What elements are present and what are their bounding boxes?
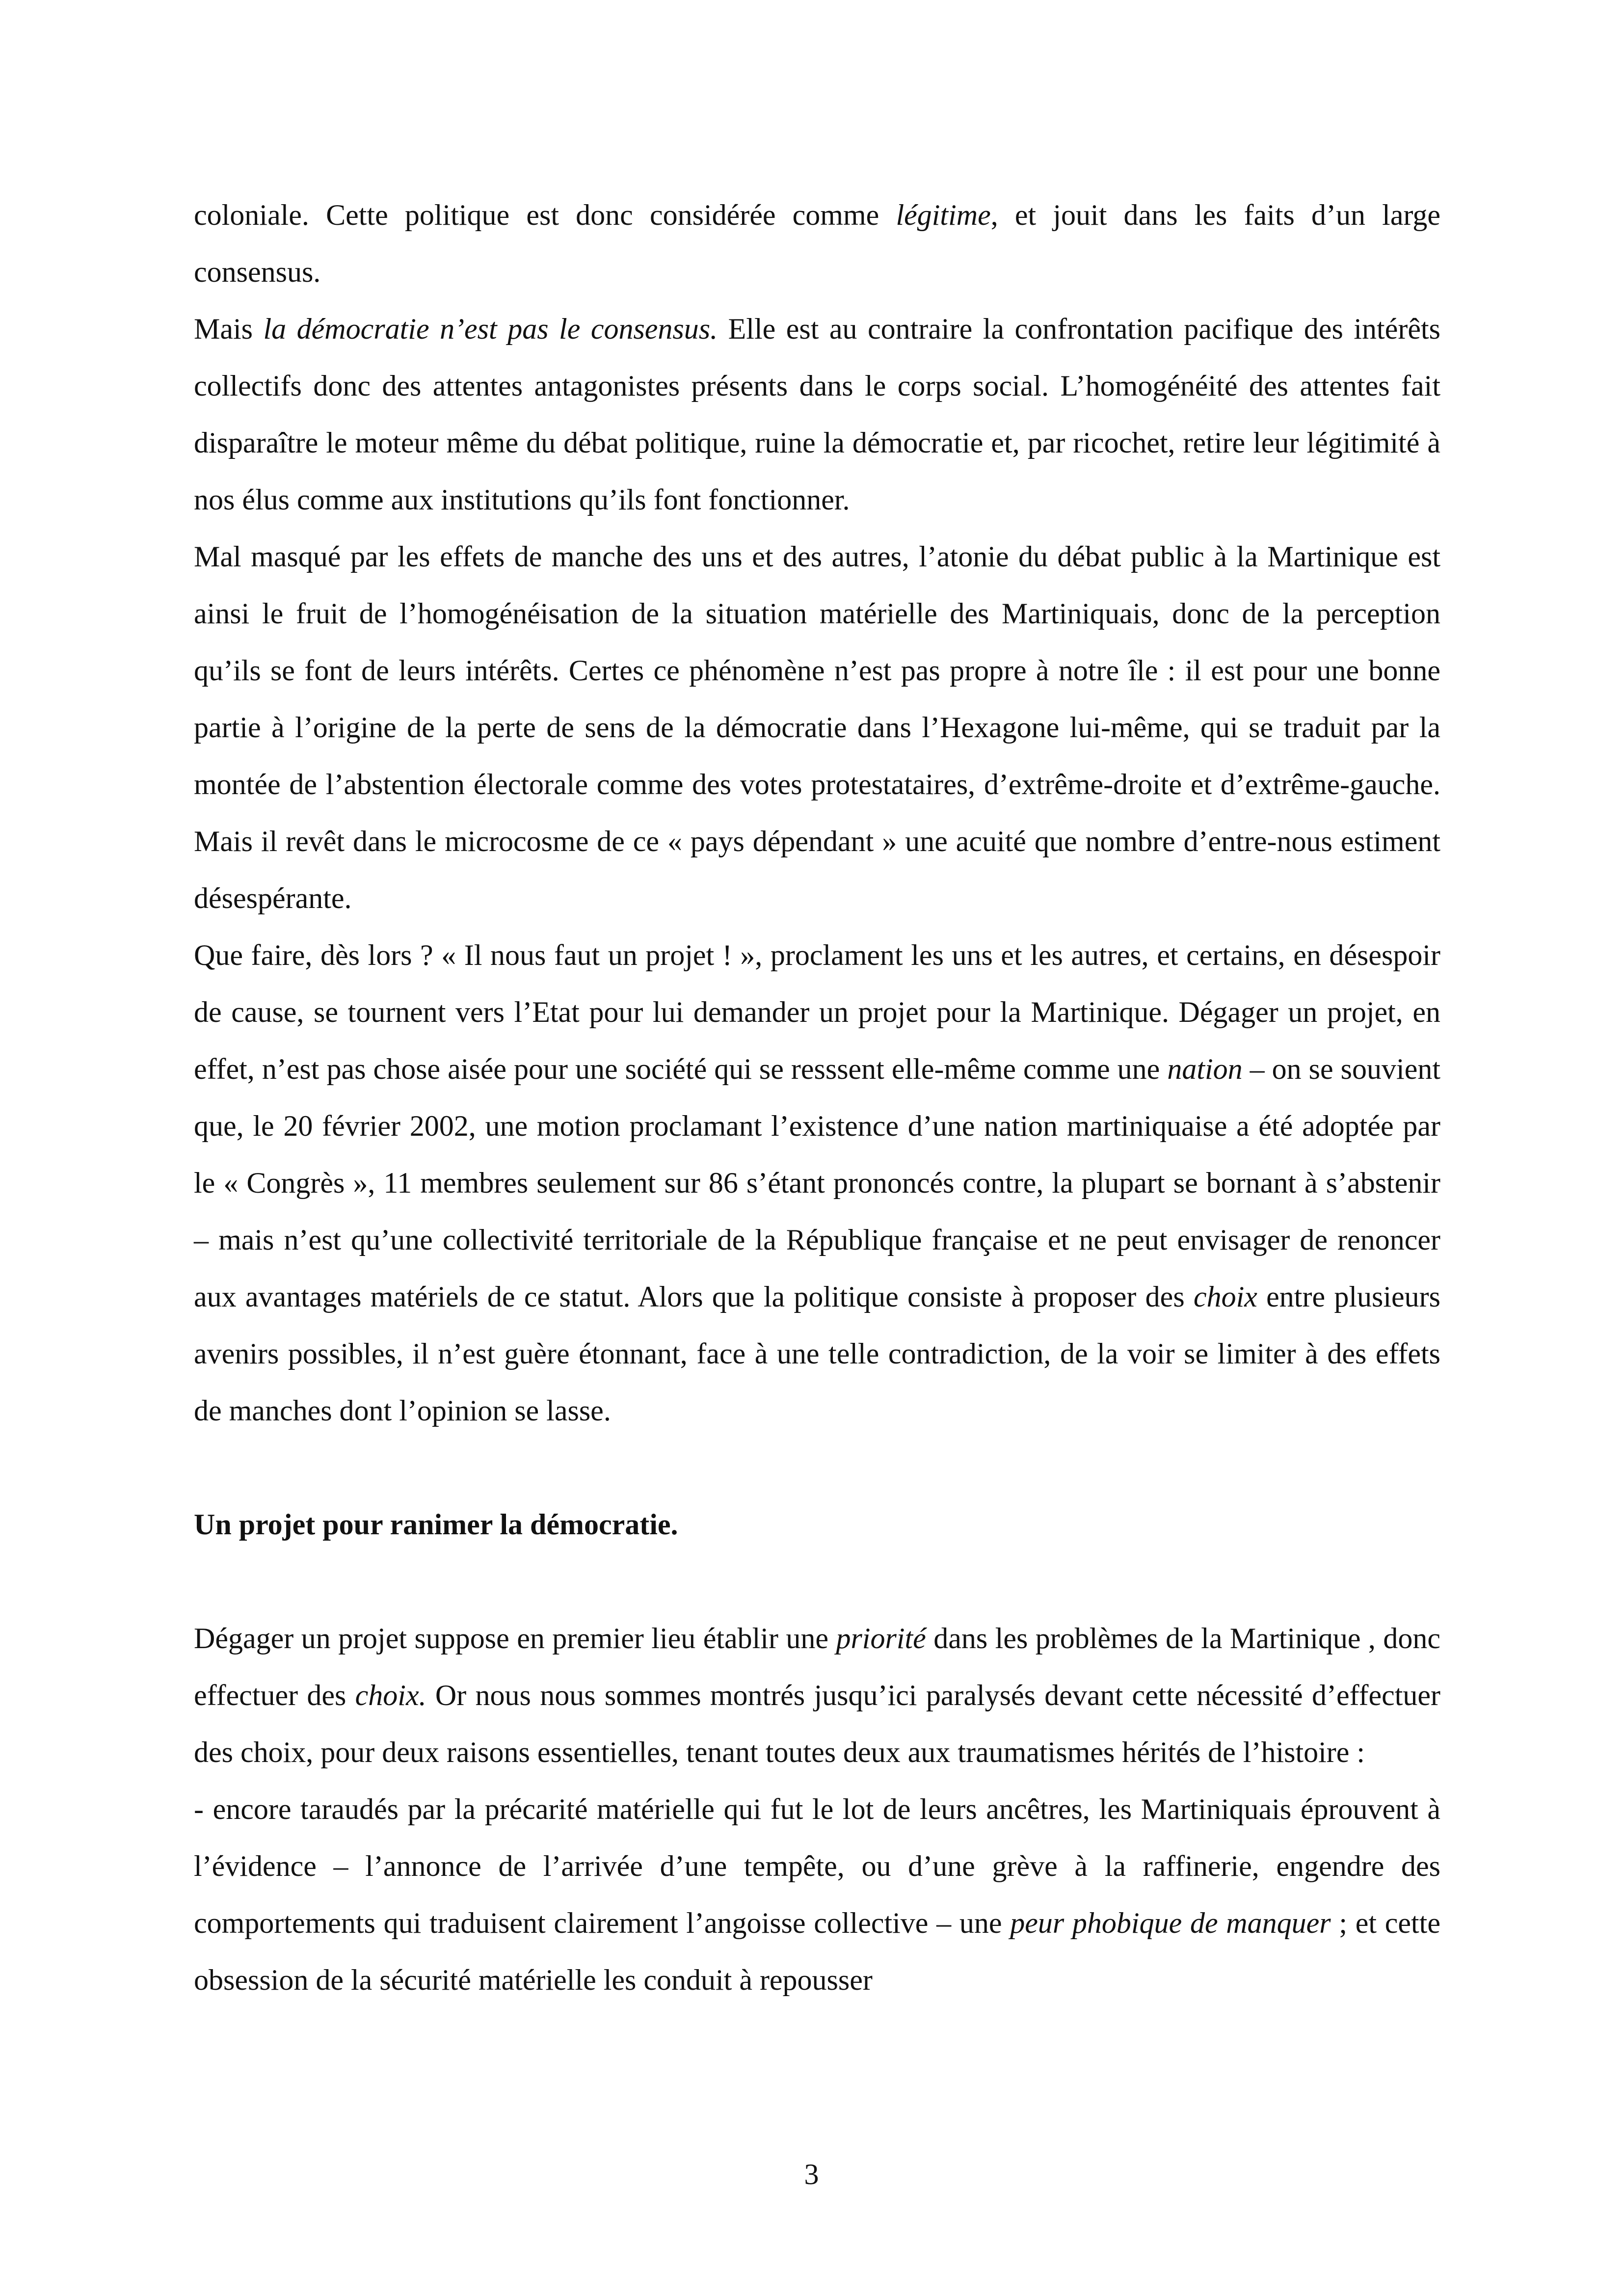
paragraph <box>194 300 1440 528</box>
spacer <box>194 1553 1440 1610</box>
text-run: Or nous nous sommes montrés jusqu’ici paralysés devant cette nécessité d’effectuer des choix, pour deux raisons essentielles, tenant toutes deux aux traumatismes hérités de l’histoire : <box>194 1679 1441 1768</box>
paragraph <box>194 1610 1440 1781</box>
paragraph <box>194 187 1440 300</box>
text-run: entre plusieurs avenirs possibles, il n’est guère étonnant, face à une telle contradiction, de la voir se limiter à des effets de manches dont l’opinion se lasse. <box>194 1281 1441 1427</box>
italic-text: choix <box>1193 1281 1257 1313</box>
body-text-after-heading <box>194 1610 1440 2008</box>
text-run: , et jouit dans les faits d’un large consensus. <box>194 199 1440 288</box>
text-run: Dégager un projet suppose en premier lieu établir une <box>194 1622 836 1655</box>
body-text-before-heading <box>194 187 1440 1439</box>
italic-text: peur phobique de manquer <box>1010 1907 1331 1939</box>
text-run: - encore taraudés par la précarité matérielle qui fut le lot de leurs ancêtres, les Martiniquais éprouvent à l’évidence – l’annonce de l’arrivée d’une tempête, ou d’une grève à la raffinerie, engendre des comportements qui traduisent clairement l’angoisse collective – une <box>194 1793 1440 1939</box>
italic-text: nation <box>1167 1053 1243 1085</box>
text-run: Que faire, dès lors ? « Il nous faut un projet ! », proclament les uns et les autres, et certains, en désespoir de cause, se tournent vers l’Etat pour lui demander un projet pour la Martinique. Dégager un projet, en effet, n’est pas chose aisée pour une société qui se resssent elle-même comme une <box>194 939 1440 1085</box>
page-number: 3 <box>804 2158 819 2190</box>
paragraph <box>194 528 1440 927</box>
italic-text: la démocratie n’est pas le consensus. <box>263 313 718 345</box>
spacer <box>194 1439 1440 1496</box>
paragraph <box>194 927 1440 1439</box>
text-run: – on se souvient que, le 20 février 2002, une motion proclamant l’existence d’une nation martiniquaise a été adoptée par le « Congrès », 11 membres seulement sur 86 s’étant prononcés contre, la plupart se bornant à s’abstenir – mais n’est qu’une collectivité territoriale de la République française et ne peut envisager de renoncer aux avantages matériels de ce statut. Alors que la politique consiste à proposer des <box>194 1053 1440 1313</box>
italic-text: légitime <box>896 199 991 231</box>
italic-text: priorité <box>836 1622 926 1655</box>
document-page <box>194 187 1440 2008</box>
text-run: ; et cette obsession de la sécurité matérielle les conduit à repousser <box>194 1907 1440 1996</box>
paragraph <box>194 1781 1440 2008</box>
section-heading: Un projet pour ranimer la démocratie. <box>194 1508 678 1541</box>
text-run: Mais <box>194 313 264 345</box>
text-run: Mal masqué par les effets de manche des uns et des autres, l’atonie du débat public à la Martinique est ainsi le fruit de l’homogénéisation de la situation matérielle des Martiniquais, donc de la perception qu’ils se font de leurs intérêts. Certes ce phénomène n’est pas propre à notre île : il est pour une bonne partie à l’origine de la perte de sens de la démocratie dans l’Hexagone lui-même, qui se traduit par la montée de l’abstention électorale comme des votes protestataires, d’extrême-droite et d’extrême-gauche. Mais il revêt dans le microcosme de ce « pays dépendant » une acuité que nombre d’entre-nous estiment désespérante. <box>194 540 1440 914</box>
text-run: coloniale. Cette politique est donc considérée comme <box>194 199 896 231</box>
text-run: dans les problèmes de la Martinique , donc effectuer des <box>194 1622 1441 1711</box>
italic-text: choix. <box>355 1679 426 1711</box>
text-run: Elle est au contraire la confrontation pacifique des intérêts collectifs donc des attentes antagonistes présents dans le corps social. L’homogénéité des attentes fait disparaître le moteur même du débat politique, ruine la démocratie et, par ricochet, retire leur légitimité à nos élus comme aux institutions qu’ils font fonctionner. <box>194 313 1440 516</box>
